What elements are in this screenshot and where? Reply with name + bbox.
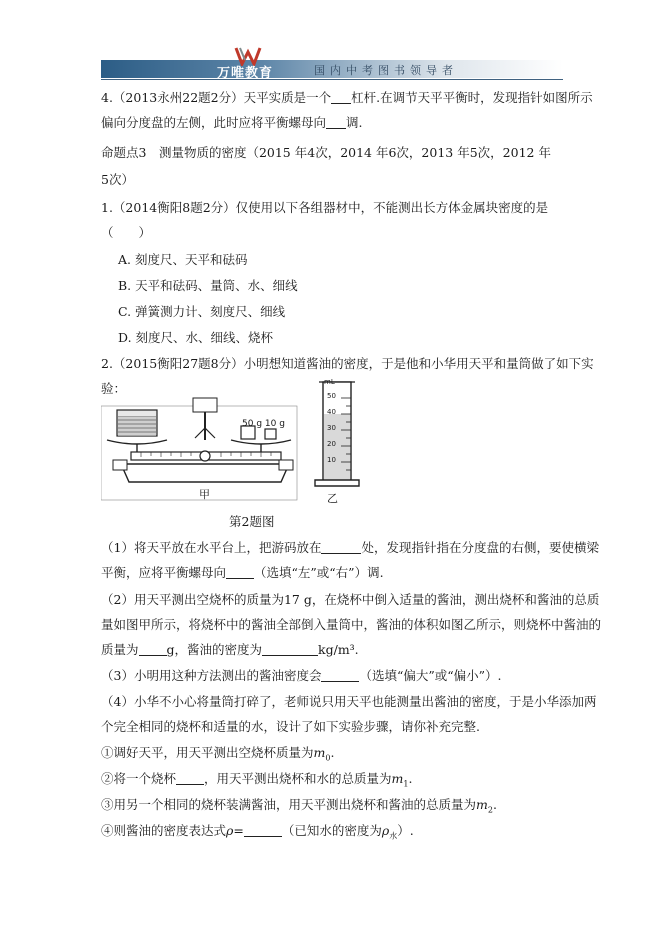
- q2-part1-line2: [101, 565, 384, 581]
- q2-part1-line1: [101, 540, 599, 556]
- tick-30: 30: [327, 424, 336, 432]
- header-slogan: 国内中考图书领导者: [314, 64, 458, 77]
- q1-option-d: D. 刻度尺、水、细线、烧杯: [118, 330, 274, 345]
- q2-part3: [101, 668, 502, 684]
- q2-step3: [101, 797, 497, 819]
- q2-step1: [101, 745, 334, 767]
- logo-text: 万唯教育: [217, 66, 274, 81]
- step2-sub: 1: [403, 779, 409, 789]
- step3-text: ③用另一个相同的烧杯装满酱油，用天平测出烧杯和酱油的总质量为: [101, 797, 477, 812]
- cylinder-unit: mL: [324, 378, 335, 386]
- q2-p1-blank-1[interactable]: [321, 541, 361, 554]
- tick-20: 20: [327, 440, 336, 448]
- tick-40: 40: [327, 408, 336, 416]
- q2-p3-blank[interactable]: [321, 669, 359, 682]
- q2-part4-line1: （4）小华不小心将量筒打碎了，老师说只用天平也能测量出酱油的密度，于是小华添加两: [101, 694, 597, 709]
- weights-label: 50 g 10 g: [242, 419, 285, 429]
- step4-text-b: （已知水的密度为: [281, 823, 382, 838]
- q1-option-a: A. 刻度尺、天平和砝码: [118, 252, 248, 267]
- q2-p1-blank-2[interactable]: [226, 566, 254, 579]
- q1-option-b: B. 天平和砝码、量筒、水、细线: [118, 278, 298, 293]
- step1-text: ①调好天平，用天平测出空烧杯质量为: [101, 745, 314, 760]
- q1-answer-paren[interactable]: （ ）: [101, 225, 152, 240]
- q2-part2-line3: [101, 642, 359, 658]
- step3-sub: 2: [487, 805, 493, 815]
- step4-rho-water: ρ: [381, 823, 390, 838]
- q2-p3-text-a: （3）小明用这种方法测出的酱油密度会: [101, 668, 322, 683]
- q2-step2: [101, 771, 412, 793]
- q2-p1-text-b: 处，发现指针指在分度盘的右侧，要使横梁: [361, 540, 599, 555]
- q4-line2: [101, 115, 363, 131]
- q2-p2-blank-density[interactable]: [262, 643, 318, 656]
- tick-10: 10: [327, 456, 336, 464]
- q4-text-d: 调.: [346, 115, 363, 130]
- q2-stem: 2.（2015衡阳27题8分）小明想知道酱油的密度，于是他和小华用天平和量筒做了如下实: [101, 356, 594, 371]
- tick-50: 50: [327, 392, 336, 400]
- figure-caption: 第2题图: [229, 514, 275, 529]
- step2-end: .: [408, 771, 413, 786]
- q4-blank-2[interactable]: [326, 116, 346, 129]
- step1-sub: 0: [325, 753, 331, 763]
- figure-label-jia: 甲: [199, 488, 210, 501]
- step4-text-a: ④则酱油的密度表达式: [101, 823, 227, 838]
- step2-text-b: ，用天平测出烧杯和水的总质量为: [204, 771, 392, 786]
- step1-end: .: [330, 745, 335, 760]
- q2-stem-cont: 验：: [101, 381, 127, 396]
- step4-text-c: ）.: [397, 823, 414, 838]
- point3-heading-cont: 5次）: [101, 172, 134, 187]
- step4-eq: =: [233, 823, 244, 838]
- point3-heading: 命题点3 测量物质的密度（2015 年4次，2014 年6次，2013 年5次，2012 年: [101, 145, 551, 160]
- q1-option-c: C. 弹簧测力计、刻度尺、细线: [118, 304, 286, 319]
- q2-p2-blank-mass[interactable]: [139, 643, 167, 656]
- weight-10g-icon: [265, 429, 276, 439]
- q2-p1-text-d: （选填“左”或“右”）调.: [254, 565, 384, 580]
- figure-label-yi: 乙: [327, 492, 338, 505]
- q2-part2-line2: 量如图甲所示，将烧杯中的酱油全部倒入量筒中，酱油的体积如图乙所示，则烧杯中酱油的: [101, 617, 602, 632]
- graduated-cylinder: [315, 382, 359, 486]
- page-header: [101, 46, 563, 80]
- q2-figure: [101, 378, 381, 506]
- balance-diagram: [101, 398, 297, 500]
- step2-blank[interactable]: [176, 772, 204, 785]
- header-rule: [101, 79, 563, 80]
- step2-text-a: ②将一个烧杯: [101, 771, 177, 786]
- figure-drawing: [101, 378, 381, 506]
- q2-p2-text-c: kg/m³.: [318, 642, 359, 657]
- q4-text-b: 杠杆.在调节天平平衡时，发现指针如图所示: [351, 90, 593, 105]
- step1-var: m: [313, 745, 326, 760]
- q1-stem: 1.（2014衡阳8题2分）仅使用以下各组器材中，不能测出长方体金属块密度的是: [101, 200, 549, 215]
- q4-text-a: 4.（2013永州22题2分）天平实质是一个: [101, 90, 332, 105]
- step2-var: m: [391, 771, 404, 786]
- q2-p3-text-b: （选填“偏大”或“偏小”）.: [359, 668, 502, 683]
- q4-line1: [101, 90, 593, 106]
- step4-rho: ρ: [226, 823, 234, 838]
- q2-part2-line1: （2）用天平测出空烧杯的质量为17 g，在烧杯中倒入适量的酱油，测出烧杯和酱油的总质: [101, 592, 600, 607]
- q2-p2-text-b: g，酱油的密度为: [166, 642, 263, 657]
- step4-water-sub: 水: [389, 831, 398, 841]
- q2-p1-text-a: （1）将天平放在水平台上，把游码放在: [101, 540, 322, 555]
- q2-step4: [101, 823, 414, 845]
- q4-blank-1[interactable]: [331, 91, 351, 104]
- step4-blank[interactable]: [244, 824, 282, 837]
- step3-var: m: [476, 797, 488, 812]
- q4-text-c: 偏向分度盘的左侧，此时应将平衡螺母向: [101, 115, 327, 130]
- q2-p1-text-c: 平衡，应将平衡螺母向: [101, 565, 227, 580]
- step3-end: .: [492, 797, 497, 812]
- q2-part4-line2: 个完全相同的烧杯和适量的水，设计了如下实验步骤，请你补充完整.: [101, 719, 480, 734]
- q2-p2-text-a: 质量为: [101, 642, 139, 657]
